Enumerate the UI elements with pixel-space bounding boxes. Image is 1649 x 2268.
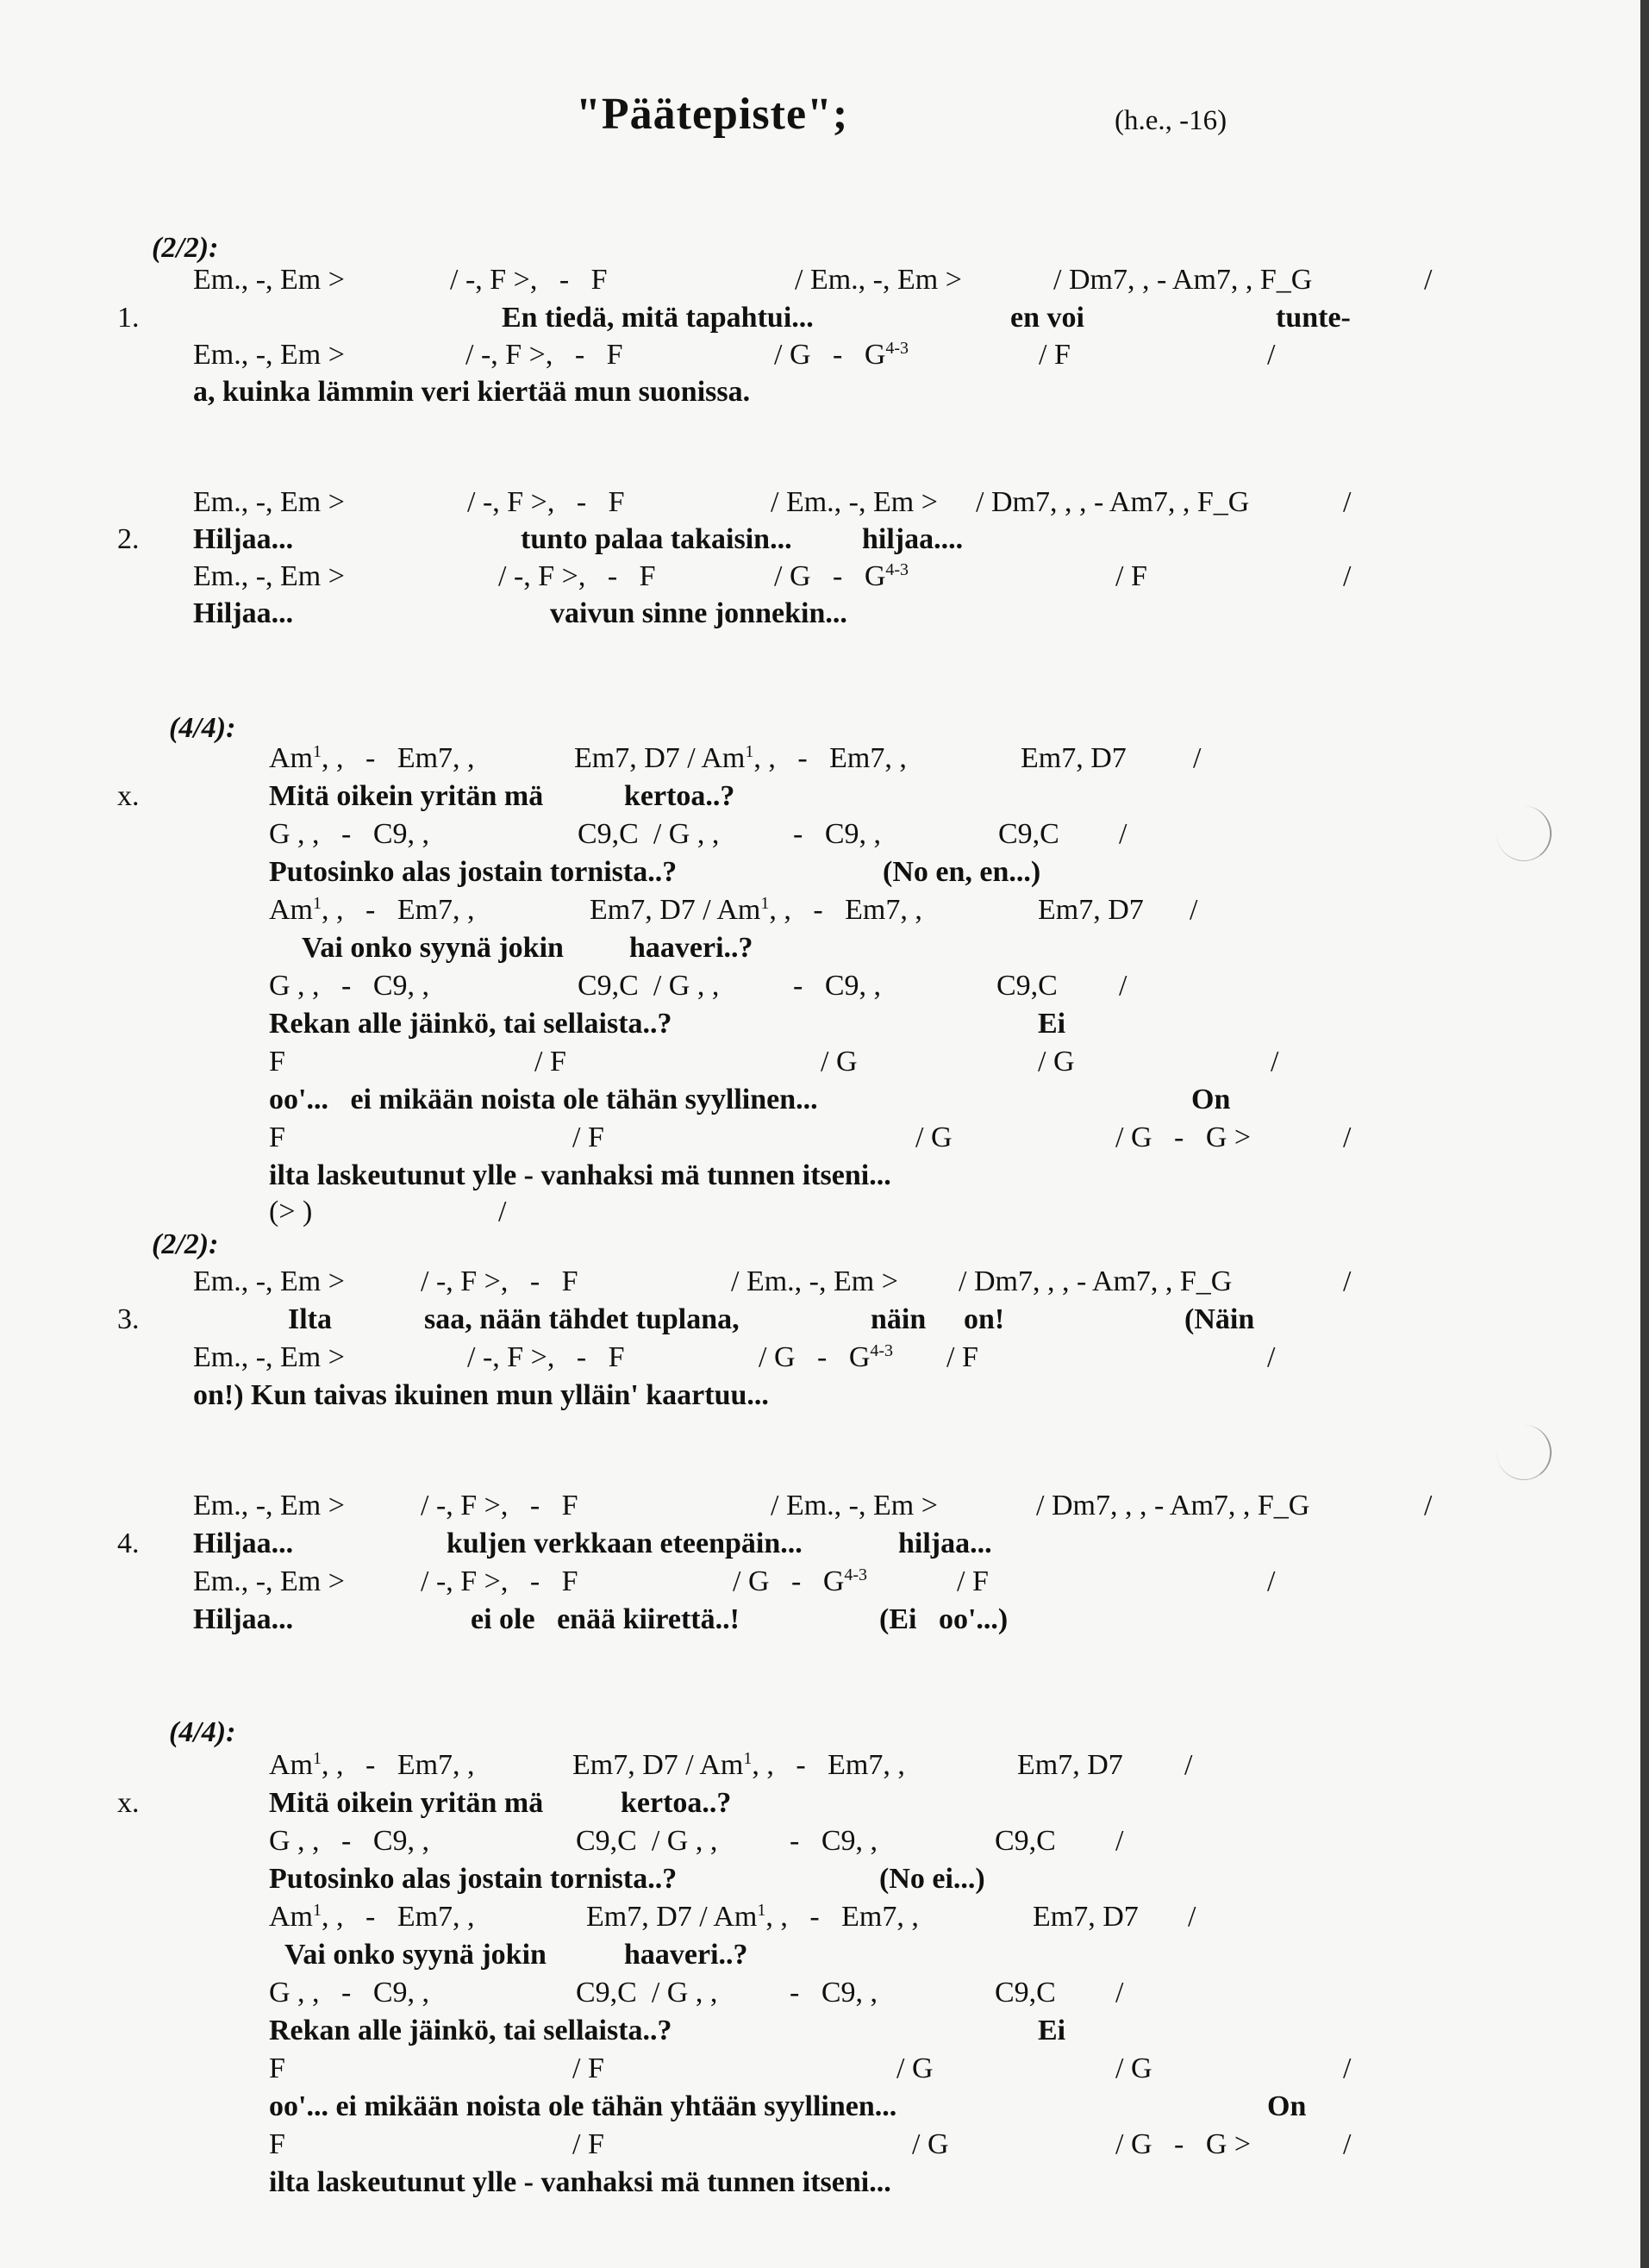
chord: F <box>269 1046 285 1078</box>
lyric: Hiljaa... <box>193 523 294 555</box>
chord: / <box>1119 818 1127 850</box>
chord: / -, F >, - F <box>421 1565 578 1597</box>
chord: C9,C / G , , <box>578 970 720 1002</box>
chord: / G - G > <box>1115 1122 1252 1153</box>
chord: C9,C <box>995 1825 1056 1857</box>
chord: Em7, D7 <box>1038 894 1144 926</box>
chord: / Dm7, , , - Am7, , F_G <box>976 486 1250 518</box>
chord: - C9, , <box>790 1825 878 1857</box>
lyric: haaveri..? <box>629 932 753 964</box>
chord: / <box>1190 894 1198 926</box>
chord: / F <box>572 2052 604 2084</box>
chord: / <box>498 1196 507 1228</box>
chord: Em., -, Em > <box>193 1490 345 1521</box>
chord: / <box>1343 1265 1352 1297</box>
chord: / Dm7, , , - Am7, , F_G <box>1036 1490 1310 1521</box>
chord: / -, F >, - F <box>467 1341 625 1373</box>
chord: Am$^1$, , - Em7, , <box>269 1901 475 1933</box>
lyric: Putosinko alas jostain tornista..? <box>269 1863 678 1895</box>
lyric: Ei <box>1038 2015 1066 2046</box>
lyric: hiljaa... <box>898 1528 992 1559</box>
chord: Em., -, Em > <box>193 1265 345 1297</box>
lyric: ei ole enää kiirettä..! <box>471 1603 740 1635</box>
lyric: Hiljaa... <box>193 1528 294 1559</box>
scan-edge <box>1640 0 1649 2268</box>
verse-number: 2. <box>117 523 140 555</box>
chord: - C9, , <box>793 818 881 850</box>
chord: / Em., -, Em > <box>795 264 962 296</box>
lyric: (Ei oo'...) <box>879 1603 1009 1635</box>
chord: / <box>1267 339 1276 371</box>
lyric: tunto palaa takaisin... <box>521 523 792 555</box>
chord: / F <box>572 1122 604 1153</box>
binder-hole <box>1496 806 1552 861</box>
meter-label: (2/2): <box>152 232 219 264</box>
chord: / <box>1267 1565 1276 1597</box>
lyric: kertoa..? <box>621 1787 732 1819</box>
chord: / <box>1343 560 1352 592</box>
chord: / F <box>572 2128 604 2160</box>
lyric: ilta laskeutunut ylle - vanhaksi mä tunnen itseni... <box>269 1159 891 1191</box>
chord: / Em., -, Em > <box>771 1490 938 1521</box>
chord: C9,C / G , , <box>576 1825 718 1857</box>
chord: Em7, D7 / Am$^1$, , - Em7, , <box>590 894 922 926</box>
chord: Em., -, Em > <box>193 1341 345 1373</box>
chord: C9,C <box>996 970 1058 1002</box>
section-marker: x. <box>117 780 140 812</box>
chord: C9,C <box>995 1977 1056 2009</box>
lyric: saa, nään tähdet tuplana, <box>424 1303 740 1335</box>
chord: / G <box>821 1046 858 1078</box>
chord: F <box>269 1122 285 1153</box>
chord: / G <box>915 1122 953 1153</box>
chord: Em7, D7 <box>1017 1749 1123 1781</box>
lyric: näin <box>871 1303 927 1335</box>
chord: Em7, D7 / Am$^1$, , - Em7, , <box>572 1749 905 1781</box>
chord: / G - $G^{4-3}$ <box>774 339 909 371</box>
chord: Em7, D7 / Am$^1$, , - Em7, , <box>586 1901 919 1933</box>
chord: / <box>1115 1825 1124 1857</box>
chord: / G - $G^{4-3}$ <box>733 1565 868 1597</box>
chord: / <box>1119 970 1127 1002</box>
chord: / <box>1271 1046 1279 1078</box>
lyric: Hiljaa... <box>193 597 294 629</box>
chord: / <box>1343 486 1352 518</box>
meter-label: (2/2): <box>152 1228 219 1260</box>
lyric: Ilta <box>288 1303 332 1335</box>
chord: C9,C / G , , <box>578 818 720 850</box>
chord: / F <box>957 1565 989 1597</box>
chord: - C9, , <box>790 1977 878 2009</box>
song-title: "Päätepiste"; <box>576 90 849 139</box>
lyric: hiljaa.... <box>862 523 964 555</box>
lyric: Ei <box>1038 1008 1066 1040</box>
chord: / Em., -, Em > <box>771 486 938 518</box>
chord: / F <box>1115 560 1147 592</box>
chord: Em., -, Em > <box>193 339 345 371</box>
chord: C9,C <box>998 818 1059 850</box>
chord: Em., -, Em > <box>193 264 345 296</box>
chord: / Dm7, , - Am7, , F_G <box>1053 264 1313 296</box>
lyric: (Näin <box>1184 1303 1255 1335</box>
lyric: Rekan alle jäinkö, tai sellaista..? <box>269 2015 672 2046</box>
chord: / <box>1184 1749 1193 1781</box>
chord: / -, F >, - F <box>421 1265 578 1297</box>
chord: / Dm7, , , - Am7, , F_G <box>959 1265 1233 1297</box>
lyric: Putosinko alas jostain tornista..? <box>269 856 678 888</box>
lyric: on! <box>964 1303 1005 1335</box>
chord: / G - $G^{4-3}$ <box>774 560 909 592</box>
lyric: ilta laskeutunut ylle - vanhaksi mä tunnen itseni... <box>269 2166 891 2198</box>
chord: / G <box>912 2128 949 2160</box>
chord: / <box>1343 2052 1352 2084</box>
chord: / <box>1193 742 1202 774</box>
verse-number: 3. <box>117 1303 140 1335</box>
lyric: oo'... ei mikään noista ole tähän syyllinen... <box>269 1084 818 1115</box>
chord: Am$^1$, , - Em7, , <box>269 894 475 926</box>
chord: / -, F >, - F <box>421 1490 578 1521</box>
chord: G , , - C9, , <box>269 818 430 850</box>
lyric: (No ei...) <box>879 1863 985 1895</box>
chord: Em7, D7 <box>1021 742 1127 774</box>
chord: / <box>1424 264 1433 296</box>
chord: G , , - C9, , <box>269 1825 430 1857</box>
lyric: (No en, en...) <box>883 856 1041 888</box>
lyric: on!) Kun taivas ikuinen mun ylläin' kaartuu... <box>193 1379 769 1411</box>
chord: / F <box>1039 339 1071 371</box>
chord: C9,C / G , , <box>576 1977 718 2009</box>
chord: G , , - C9, , <box>269 970 430 1002</box>
chord: Am$^1$, , - Em7, , <box>269 742 475 774</box>
chord: / <box>1188 1901 1196 1933</box>
lyric: On <box>1191 1084 1231 1115</box>
lyric: kuljen verkkaan eteenpäin... <box>447 1528 803 1559</box>
lyric: On <box>1267 2090 1307 2122</box>
chord: / G <box>1115 2052 1152 2084</box>
chord: / -, F >, - F <box>450 264 608 296</box>
section-marker: x. <box>117 1787 140 1819</box>
lyric: haaveri..? <box>624 1939 748 1971</box>
chord: / G - G > <box>1115 2128 1252 2160</box>
chord: / -, F >, - F <box>465 339 623 371</box>
chord: Em., -, Em > <box>193 1565 345 1597</box>
lyric: kertoa..? <box>624 780 735 812</box>
chord: Em., -, Em > <box>193 560 345 592</box>
chord: Em7, D7 / Am$^1$, , - Em7, , <box>574 742 907 774</box>
chord: / F <box>946 1341 978 1373</box>
chord: / <box>1343 1122 1352 1153</box>
chord: / F <box>534 1046 566 1078</box>
lyric: Mitä oikein yritän mä <box>269 780 544 812</box>
chord: F <box>269 2052 285 2084</box>
lyric: Vai onko syynä jokin <box>284 1939 547 1971</box>
chord: / G <box>1038 1046 1075 1078</box>
chord: F <box>269 2128 285 2160</box>
chord: Em7, D7 <box>1033 1901 1139 1933</box>
chord: (> ) <box>269 1196 313 1228</box>
chord: / <box>1267 1341 1276 1373</box>
chord: / G <box>896 2052 934 2084</box>
chord: / G - $G^{4-3}$ <box>759 1341 894 1373</box>
verse-number: 1. <box>117 302 140 334</box>
lyric: Vai onko syynä jokin <box>302 932 564 964</box>
chord: - C9, , <box>793 970 881 1002</box>
lyric: Mitä oikein yritän mä <box>269 1787 544 1819</box>
chord: Am$^1$, , - Em7, , <box>269 1749 475 1781</box>
chord: Em., -, Em > <box>193 486 345 518</box>
song-author: (h.e., -16) <box>1115 105 1227 136</box>
lyric: vaivun sinne jonnekin... <box>550 597 847 629</box>
lyric: Rekan alle jäinkö, tai sellaista..? <box>269 1008 672 1040</box>
meter-label: (4/4): <box>169 712 236 744</box>
lyric: Hiljaa... <box>193 1603 294 1635</box>
lyric: tunte- <box>1276 302 1351 334</box>
meter-label: (4/4): <box>169 1716 236 1748</box>
chord: / -, F >, - F <box>467 486 625 518</box>
chord: G , , - C9, , <box>269 1977 430 2009</box>
chord: / <box>1343 2128 1352 2160</box>
chord: / <box>1424 1490 1433 1521</box>
chord: / Em., -, Em > <box>731 1265 898 1297</box>
binder-hole <box>1496 1425 1552 1480</box>
chord: / -, F >, - F <box>498 560 656 592</box>
lyric: oo'... ei mikään noista ole tähän yhtään syyllinen... <box>269 2090 897 2122</box>
chord: / <box>1115 1977 1124 2009</box>
lyric: en voi <box>1010 302 1084 334</box>
verse-number: 4. <box>117 1528 140 1559</box>
lyric: a, kuinka lämmin veri kiertää mun suonissa. <box>193 376 751 408</box>
lyric: En tiedä, mitä tapahtui... <box>502 302 814 334</box>
